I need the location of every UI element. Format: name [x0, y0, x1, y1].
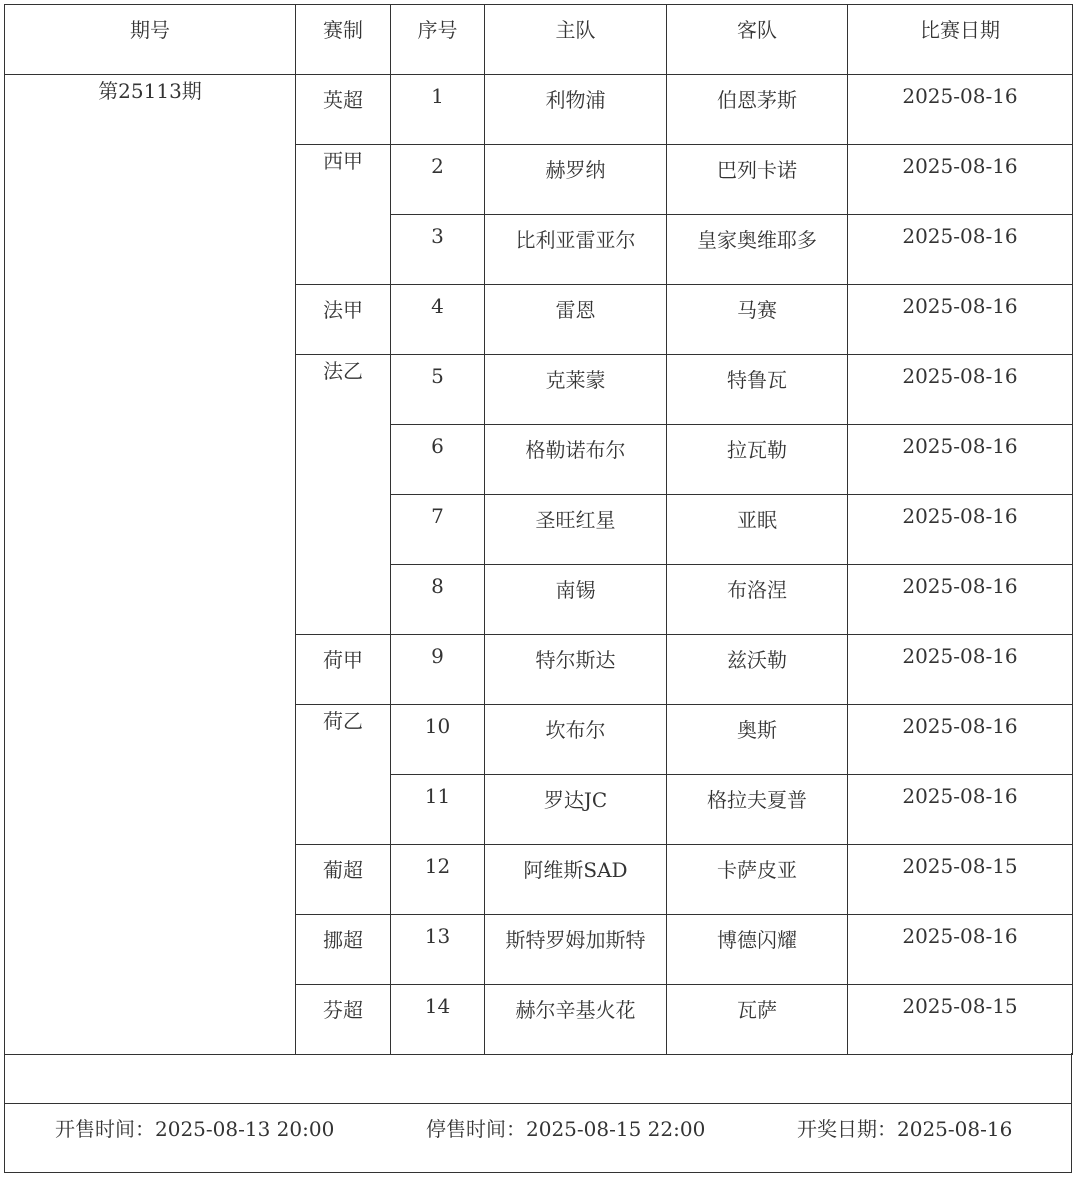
- home-team-cell: 坎布尔: [485, 705, 667, 775]
- header-league: 赛制: [296, 5, 391, 75]
- away-team-cell: 兹沃勒: [667, 635, 848, 705]
- match-date-cell: 2025-08-15: [848, 845, 1073, 915]
- match-date-cell: 2025-08-16: [848, 495, 1073, 565]
- home-team-cell: 格勒诺布尔: [485, 425, 667, 495]
- seq-cell: 3: [391, 215, 485, 285]
- home-team-cell: 雷恩: [485, 285, 667, 355]
- away-team-cell: 卡萨皮亚: [667, 845, 848, 915]
- seq-cell: 7: [391, 495, 485, 565]
- away-team-cell: 马赛: [667, 285, 848, 355]
- header-away: 客队: [667, 5, 848, 75]
- match-date-cell: 2025-08-16: [848, 145, 1073, 215]
- home-team-cell: 赫尔辛基火花: [485, 985, 667, 1055]
- match-date-cell: 2025-08-16: [848, 425, 1073, 495]
- away-team-cell: 特鲁瓦: [667, 355, 848, 425]
- league-cell: 法乙: [296, 355, 391, 635]
- sale-start-time: 开售时间：2025-08-13 20:00: [55, 1117, 335, 1141]
- match-date-cell: 2025-08-16: [848, 355, 1073, 425]
- table-row: [5, 75, 1073, 145]
- away-team-cell: 奥斯: [667, 705, 848, 775]
- issue-number: 第25113期: [5, 75, 296, 1055]
- header-row: [5, 5, 1073, 75]
- league-cell: 荷甲: [296, 635, 391, 705]
- match-date-cell: 2025-08-16: [848, 285, 1073, 355]
- away-team-cell: 巴列卡诺: [667, 145, 848, 215]
- draw-date: 开奖日期：2025-08-16: [797, 1117, 1013, 1141]
- header-home: 主队: [485, 5, 667, 75]
- home-team-cell: 阿维斯SAD: [485, 845, 667, 915]
- home-team-cell: 特尔斯达: [485, 635, 667, 705]
- away-team-cell: 拉瓦勒: [667, 425, 848, 495]
- home-team-cell: 圣旺红星: [485, 495, 667, 565]
- home-team-cell: 克莱蒙: [485, 355, 667, 425]
- league-cell: 荷乙: [296, 705, 391, 845]
- match-date-cell: 2025-08-16: [848, 215, 1073, 285]
- match-date-cell: 2025-08-16: [848, 775, 1073, 845]
- seq-cell: 8: [391, 565, 485, 635]
- away-team-cell: 布洛涅: [667, 565, 848, 635]
- seq-cell: 6: [391, 425, 485, 495]
- home-team-cell: 斯特罗姆加斯特: [485, 915, 667, 985]
- match-date-cell: 2025-08-15: [848, 985, 1073, 1055]
- seq-cell: 2: [391, 145, 485, 215]
- league-cell: 葡超: [296, 845, 391, 915]
- league-cell: 法甲: [296, 285, 391, 355]
- seq-cell: 10: [391, 705, 485, 775]
- seq-cell: 12: [391, 845, 485, 915]
- seq-cell: 14: [391, 985, 485, 1055]
- away-team-cell: 伯恩茅斯: [667, 75, 848, 145]
- seq-cell: 13: [391, 915, 485, 985]
- away-team-cell: 格拉夫夏普: [667, 775, 848, 845]
- blank-row: [4, 1053, 1072, 1104]
- home-team-cell: 南锡: [485, 565, 667, 635]
- home-team-cell: 赫罗纳: [485, 145, 667, 215]
- header-date: 比赛日期: [848, 5, 1073, 75]
- match-date-cell: 2025-08-16: [848, 75, 1073, 145]
- league-cell: 芬超: [296, 985, 391, 1055]
- schedule-table: [4, 4, 1073, 1055]
- seq-cell: 9: [391, 635, 485, 705]
- seq-cell: 1: [391, 75, 485, 145]
- home-team-cell: 罗达JC: [485, 775, 667, 845]
- sale-info-footer: [4, 1103, 1072, 1173]
- league-cell: 挪超: [296, 915, 391, 985]
- match-date-cell: 2025-08-16: [848, 705, 1073, 775]
- sale-stop-time: 停售时间：2025-08-15 22:00: [426, 1117, 706, 1141]
- header-issue: 期号: [5, 5, 296, 75]
- away-team-cell: 瓦萨: [667, 985, 848, 1055]
- home-team-cell: 比利亚雷亚尔: [485, 215, 667, 285]
- away-team-cell: 皇家奥维耶多: [667, 215, 848, 285]
- league-cell: 英超: [296, 75, 391, 145]
- match-date-cell: 2025-08-16: [848, 635, 1073, 705]
- seq-cell: 11: [391, 775, 485, 845]
- match-date-cell: 2025-08-16: [848, 915, 1073, 985]
- away-team-cell: 博德闪耀: [667, 915, 848, 985]
- seq-cell: 5: [391, 355, 485, 425]
- seq-cell: 4: [391, 285, 485, 355]
- league-cell: 西甲: [296, 145, 391, 285]
- match-date-cell: 2025-08-16: [848, 565, 1073, 635]
- header-seq: 序号: [391, 5, 485, 75]
- away-team-cell: 亚眠: [667, 495, 848, 565]
- home-team-cell: 利物浦: [485, 75, 667, 145]
